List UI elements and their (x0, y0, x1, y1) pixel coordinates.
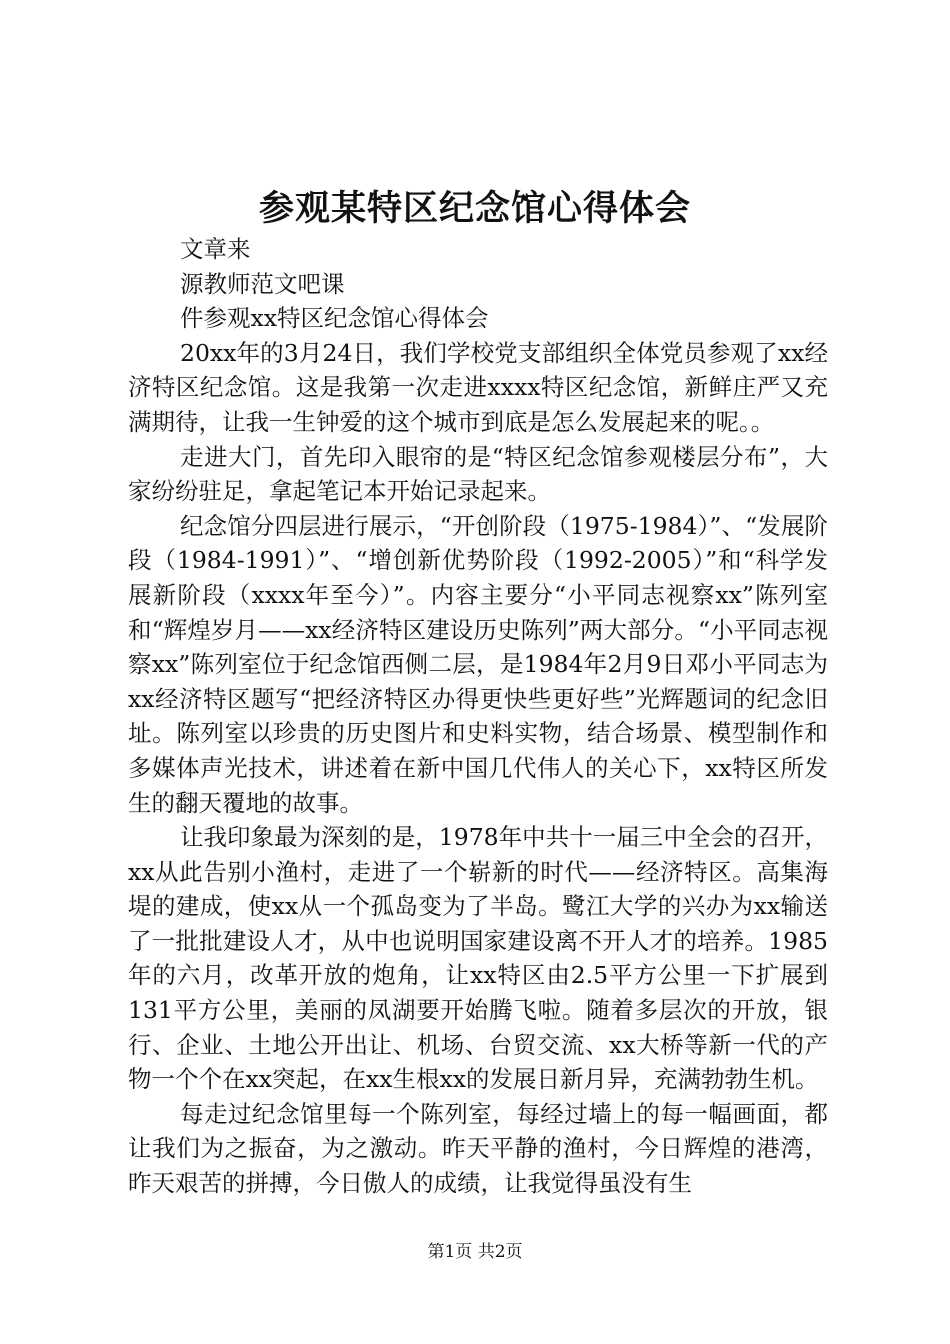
page-number-footer: 第1页 共2页 (427, 1242, 523, 1262)
intro-line: 件参观xx特区纪念馆心得体会 (180, 304, 489, 333)
body-paragraph: 纪念馆分四层进行展示，“开创阶段（1975-1984）”、“发展阶段（1984-1991）”、“增创新优势阶段（1992-2005）”和“科学发展新阶段（xxxx年至今）”。内容主要分“小平同志视察xx”陈列室和“辉煌岁月——xx经济特区建设历史陈列”两大部分。“小平同志视察xx”陈列室位于纪念馆西侧二层，是1984年2月9日邓小平同志为xx经济特区题写“把经济特区办得更快些更好些”光辉题词的纪念旧址。陈列室以珍贵的历史图片和史料实物，结合场景、模型制作和多媒体声光技术，讲述着在新中国几代伟人的关心下，xx特区所发生的翻天覆地的故事。 (128, 511, 828, 817)
intro-line: 文章来 (180, 235, 251, 263)
body-paragraph: 让我印象最为深刻的是，1978年中共十一届三中全会的召开，xx从此告别小渔村，走进了一个崭新的时代——经济特区。高集海堤的建成，使xx从一个孤岛变为了半岛。鹭江大学的兴办为xx输送了一批批建设人才，从中也说明国家建设离不开人才的培养。1985年的六月，改革开放的炮角，让xx特区由2.5平方公里一下扩展到131平方公里，美丽的凤湖要开始腾飞啦。随着多层次的开放，银行、企业、土地公开出让、机场、台贸交流、xx大桥等新一代的产物一个个在xx突起，在xx生根xx的发展日新月异，充满勃勃生机。 (128, 823, 828, 1094)
document-body (128, 232, 828, 1201)
body-paragraph: 20xx年的3月24日，我们学校党支部组织全体党员参观了xx经济特区纪念馆。这是我第一次走进xxxx特区纪念馆，新鲜庄严又充满期待，让我一生钟爱的这个城市到底是怎么发展起来的呢。。 (128, 338, 828, 436)
intro-line: 源教师范文吧课 (180, 269, 345, 298)
body-paragraph: 走进大门，首先印入眼帘的是“特区纪念馆参观楼层分布”，大家纷纷驻足，拿起笔记本开始记录起来。 (128, 442, 828, 506)
body-paragraph: 每走过纪念馆里每一个陈列室，每经过墙上的每一幅画面，都让我们为之振奋，为之激动。昨天平静的渔村，今日辉煌的港湾，昨天艰苦的拼搏，今日傲人的成绩，让我觉得虽没有生 (128, 1099, 828, 1198)
document-title: 参观某特区纪念馆心得体会 (258, 188, 691, 229)
